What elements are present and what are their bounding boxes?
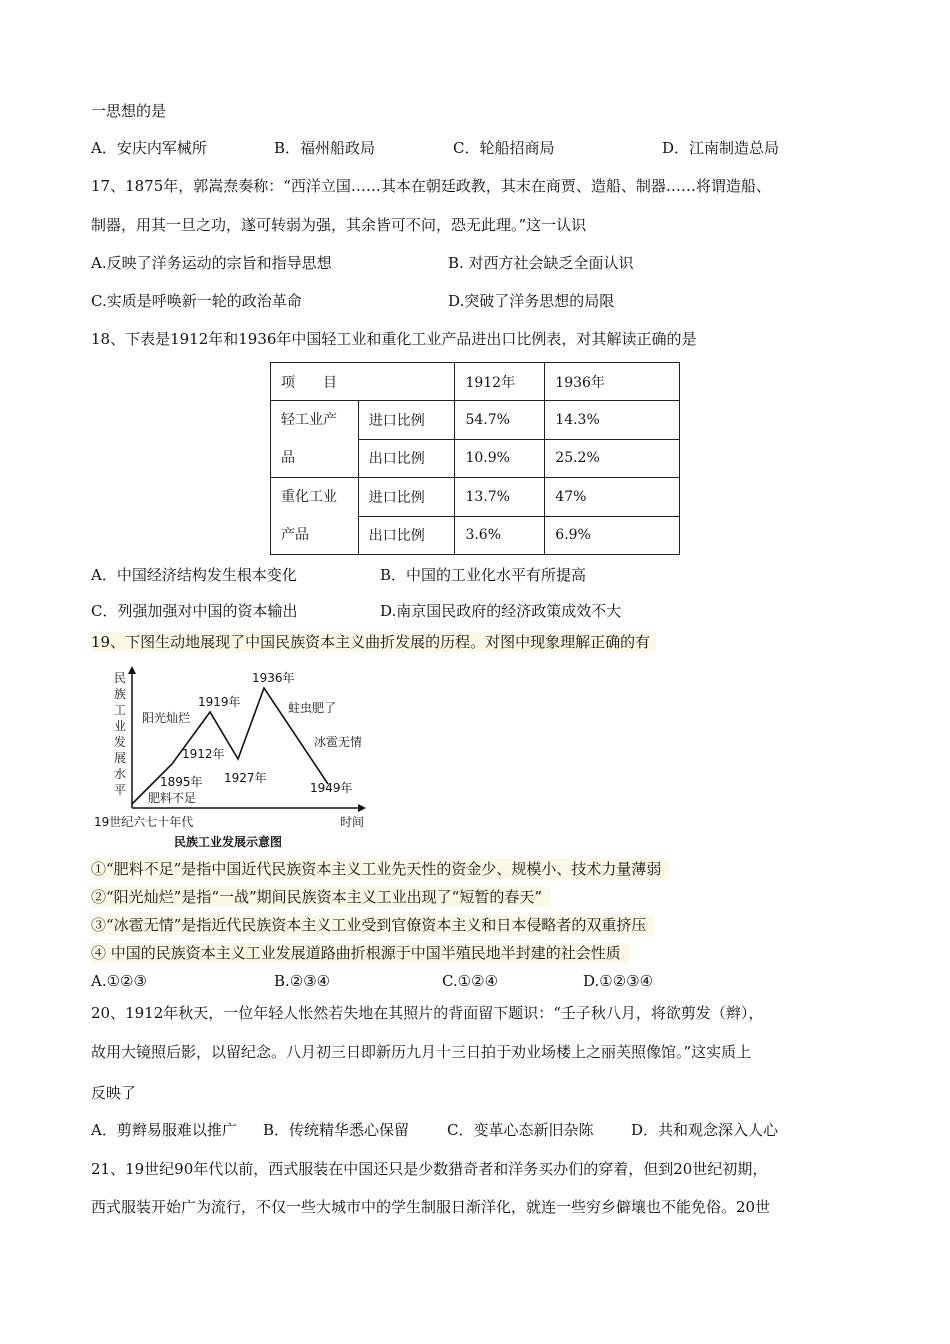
label-1927: 1927年 xyxy=(224,771,267,785)
table-cell: 13.7% xyxy=(455,478,545,517)
q18-option-b: B．中国的工业化水平有所提高 xyxy=(380,566,587,584)
phrase-sunshine: 阳光灿烂 xyxy=(142,711,191,725)
q17-option-b: B. 对西方社会缺乏全面认识 xyxy=(448,254,634,272)
table-row xyxy=(271,478,680,517)
q20-option-c: C．变革心态新旧杂陈 xyxy=(447,1121,594,1139)
q16-option-d: D．江南制造总局 xyxy=(662,139,780,157)
y-axis-label xyxy=(114,671,126,797)
table-group-light-industry: 轻工业产 品 xyxy=(271,401,359,478)
label-1936: 1936年 xyxy=(252,671,295,685)
q19-statement-3: ③“冰雹无情”是指近代民族资本主义工业受到官僚资本主义和日本侵略者的双重挤压 xyxy=(91,915,654,935)
svg-text:族: 族 xyxy=(114,687,127,701)
label-1949: 1949年 xyxy=(310,781,353,795)
table-header-1912: 1912年 xyxy=(455,363,545,401)
table-header-row xyxy=(271,363,680,401)
q16-option-a: A．安庆内军械所 xyxy=(91,139,207,157)
q21-stem-line2: 西式服装开始广为流行，不仅一些大城市中的学生制服日渐洋化，就连一些穷乡僻壤也不能免俗。20世 xyxy=(91,1198,771,1216)
q20-stem-line3: 反映了 xyxy=(91,1084,137,1102)
label-1895: 1895年 xyxy=(160,775,203,789)
table-cell: 10.9% xyxy=(455,439,545,478)
national-industry-diagram xyxy=(92,664,372,854)
q16-option-b: B．福州船政局 xyxy=(274,139,376,157)
q18-option-c: C．列强加强对中国的资本输出 xyxy=(91,602,298,620)
q19-option-d: D.①②③④ xyxy=(583,972,654,990)
phrase-hail: 冰雹无情 xyxy=(314,735,363,749)
table-cell: 进口比例 xyxy=(358,401,455,440)
q21-stem-line1: 21、19世纪90年代以前，西式服装在中国还只是少数猎奇者和洋务买办们的穿着，但到20世纪初期， xyxy=(91,1160,768,1178)
x-start-label: 19世纪六七十年代 xyxy=(94,815,194,829)
q17-option-d: D.突破了洋务思想的局限 xyxy=(448,292,615,310)
svg-text:工: 工 xyxy=(114,703,127,717)
svg-text:水: 水 xyxy=(114,767,127,781)
q20-stem-line1: 20、1912年秋天，一位年轻人怅然若失地在其照片的背面留下题识：“壬子秋八月，将欲剪发（辫）， xyxy=(91,1004,764,1022)
label-1919: 1919年 xyxy=(198,695,241,709)
q17-option-a: A.反映了洋务运动的宗旨和指导思想 xyxy=(91,254,332,272)
table-cell: 3.6% xyxy=(455,516,545,555)
svg-text:业: 业 xyxy=(114,719,127,733)
svg-text:民: 民 xyxy=(114,671,127,685)
svg-text:平: 平 xyxy=(114,783,127,797)
table-cell: 进口比例 xyxy=(358,478,455,517)
q18-option-a: A．中国经济结构发生根本变化 xyxy=(91,566,297,584)
table-cell: 54.7% xyxy=(455,401,545,440)
x-axis-label: 时间 xyxy=(340,815,365,829)
q18-stem: 18、下表是1912年和1936年中国轻工业和重化工业产品进出口比例表，对其解读正确的是 xyxy=(91,330,697,348)
q16-option-c: C．轮船招商局 xyxy=(453,139,555,157)
q18-option-d: D.南京国民政府的经济政策成效不大 xyxy=(380,602,622,620)
svg-text:展: 展 xyxy=(114,751,127,765)
q17-option-c: C.实质是呼唤新一轮的政治革命 xyxy=(91,292,302,310)
table-row xyxy=(271,401,680,440)
svg-text:发: 发 xyxy=(114,735,127,749)
table-header-1936: 1936年 xyxy=(545,363,680,401)
q20-option-d: D．共和观念深入人心 xyxy=(631,1121,779,1139)
table-header-item: 项 目 xyxy=(271,363,455,401)
q19-option-a: A.①②③ xyxy=(91,972,147,990)
figure-caption: 民族工业发展示意图 xyxy=(174,835,283,849)
phrase-worms: 蛀虫肥了 xyxy=(288,701,337,715)
table-cell: 出口比例 xyxy=(358,516,455,555)
q17-stem-line2: 制器，用其一旦之功，遂可转弱为强，其余皆可不问，恐无此理。”这一认识 xyxy=(91,216,587,234)
q19-statement-4: ④ 中国的民族资本主义工业发展道路曲折根源于中国半殖民地半封建的社会性质 xyxy=(91,943,629,963)
q17-stem-line1: 17、1875年，郭嵩焘奏称：“西洋立国……其本在朝廷政教，其末在商贾、造船、制器……将谓造船、 xyxy=(91,177,771,195)
q20-option-b: B．传统精华悉心保留 xyxy=(263,1121,410,1139)
label-1912: 1912年 xyxy=(182,747,225,761)
table-cell: 6.9% xyxy=(545,516,680,555)
table-cell: 25.2% xyxy=(545,439,680,478)
q19-option-c: C.①②④ xyxy=(442,972,499,990)
table-group-heavy-industry: 重化工业 产品 xyxy=(271,478,359,555)
q19-stem: 19、下图生动地展现了中国民族资本主义曲折发展的历程。对图中现象理解正确的有 xyxy=(91,632,656,652)
table-cell: 47% xyxy=(545,478,680,517)
q20-option-a: A．剪辫易服难以推广 xyxy=(91,1121,237,1139)
q19-option-b: B.②③④ xyxy=(274,972,331,990)
table-cell: 出口比例 xyxy=(358,439,455,478)
q18-data-table xyxy=(270,362,680,555)
phrase-fertilizer: 肥料不足 xyxy=(148,791,197,805)
q19-statement-1: ①“肥料不足”是指中国近代民族资本主义工业先天性的资金少、规模小、技术力量薄弱 xyxy=(91,859,669,879)
q19-statement-2: ②“阳光灿烂”是指“一战”期间民族资本主义工业出现了“短暂的春天” xyxy=(91,887,550,907)
table-cell: 14.3% xyxy=(545,401,680,440)
q16-stem-tail: 一思想的是 xyxy=(91,102,167,120)
q20-stem-line2: 故用大镜照后影，以留纪念。八月初三日即新历九月十三日拍于劝业场楼上之丽芙照像馆。”这实质上 xyxy=(91,1043,752,1061)
